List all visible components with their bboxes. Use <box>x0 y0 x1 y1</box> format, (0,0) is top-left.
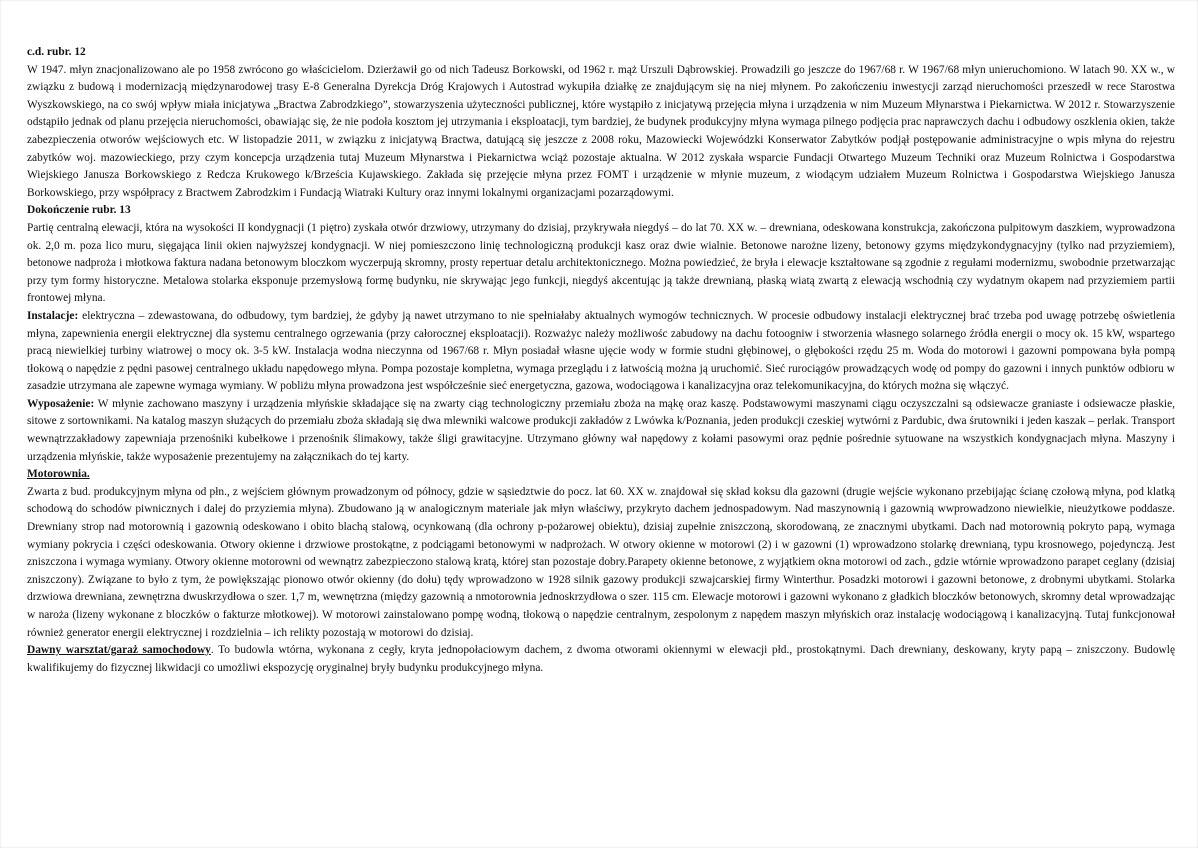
text-warsztat: . To budowla wtórna, wykonana z cegły, kryta jednopołaciowym dachem, z dwoma otworami okiennymi w elewacji płd., prostokątnymi. Dach drewniany, deskowany, kryty papą – zniszczony. Budowlę kwalifikujemy do fizycznej likwidacji co umożliwi ekspozycję oryginalnej bryły budynku produkcyjnego młyna. <box>27 644 1175 674</box>
paragraph-wyposazenie <box>27 396 1175 466</box>
label-warsztat: Dawny warsztat/garaż samochodowy <box>27 644 211 657</box>
section-heading-motorownia: Motorownia. <box>27 468 90 481</box>
label-instalacje: Instalacje: <box>27 309 79 322</box>
section-heading-rubr-12: c.d. rubr. 12 <box>27 46 86 58</box>
paragraph-motorownia: Zwarta z bud. produkcyjnym młyna od płn., z wejściem głównym prowadzonym od północy, gdzie w sąsiedztwie do pocz. lat 60. XX w. znajdował się skład koksu dla gazowni (drugie wejście wykonano przebijając ścianę czołową młyna, pod klatką schodową do schodów piwnicznych i dalej do przyziemia młyna). Zbudowano ją w analogicznym materiale jak młyn właściwy, przykryto dachem jednospadowym. Nad maszynownią i gazownią wwprowadzono niewielkie, nieużytkowe poddasze. Drewniany strop nad motorownią i gazownią odeskowano i obito blachą stalową, ocynkowaną (dla ochrony p-pożarowej obiektu), dzisiaj zupełnie zniszczoną, skorodowaną, ze znacznymi ubytkami. Dach nad motorownią pokryto papą, wymaga wymiany pokrycia i części odeskowania. Otwory okienne i drzwiowe prostokątne, z podciągami betonowymi w nadprożach. W otwory okienne w motorowi (2) i w gazowni (1) wprowadzono stolarkę drewnianą, typu krosnowego, pojedynczą. Jest zniszczona i wymaga wymiany. Otwory okienne motorowni od wewnątrz zabezpieczono stalową kratą, której stan pozostaje dobry.Parapety okienne betonowe, z wyjątkiem okna motorowi od zach., gdzie wtórnie wprowadzono parapet ceglany (dzisiaj zniszczony). Związane to było z tym, że powiększając pionowo otwór okienny (do dołu) tędy wprowadzono w 1928 silnik gazowy produkcji szwajcarskiej firmy Winterthur. Posadzki motorowi i gazowni betonowe, z drobnymi ubytkami. Stolarka drzwiowa drewniana, zewnętrzna dwuskrzydłowa o szer. 1,7 m, wewnętrzna (między gazownią a nmotorownia jednoskrzydłowa o szer. 115 cm. Elewacje motorowi i gazowni wykonano z gładkich bloczków betonowych, skromny detal wprowadzając w naroża (lizeny wykonane z bloczków o fakturze młotkowej). W motorowi zainstalowano pompę wodną, tłokową o napędzie centralnym, zespolonym z napędem maszyn młyńskich oraz instalację wodociągową i kanalizacyjną. Tutaj funkcjonował również generator energii elektrycznej i rozdzielnia – ich relikty pozostają w motorowi do dzisiaj. <box>27 485 1175 639</box>
label-wyposazenie: Wyposażenie: <box>27 397 95 410</box>
paragraph-warsztat <box>27 642 1175 677</box>
paragraph-rubr-12: W 1947. młyn znacjonalizowano ale po 1958 zwrócono go właścicielom. Dzierżawił go od nich Tadeusz Borkowski, od 1962 r. mąż Urszuli Dąbrowskiej. Prowadzili go jeszcze do 1967/68 r. W 1967/68 młyn unieruchomiono. W latach 90. XX w., w związku z budową i modernizacją międzynarodowej trasy E-8 Generalna Dyrekcja Dróg Krajowych i Autostrad wykupiła działkę ze znajdującym się na niej młynem. Po zakończeniu inwestycji zarząd nieruchomości przeszedł w rece Starostwa Wyszkowskiego, na co swój wpływ miała inicjatywa „Bractwa Zabrodzkiego”, stowarzyszenia użyteczności publicznej, które wystąpiło z inicjatywą przejęcia młyna i urządzenia w nim Muzeum Młynarstwa i Piekarnictwa. W 2012 r. Stowarzyszenie odstąpiło jednak od planu przejęcia nieruchomości, obawiając się, że nie podoła kosztom jej utrzymania i eksploatacji, tym bardziej, że budynek produkcyjny młyna wymaga pilnego podjęcia prac naprawczych dachu i odbudowy oszklenia okien, także zabezpieczenia otworów wejściowych etc. W listopadzie 2011, w związku z inicjatywą Bractwa, datującą się jeszcze z 2008 roku, Mazowiecki Wojewódzki Konserwator Zabytków podjął postępowanie administracyjne o wpis młyna do rejestru zabytków woj. mazowieckiego, przy czym koncepcja urządzenia tutaj Muzeum Młynarstwa i Piekarnictwa wciąż pozostaje aktualna. W 2012 zyskała wsparcie Fundacji Otwartego Muzeum Techniki oraz Muzeum Rolnictwa i Gospodarstwa Wiejskiego Janusza Borkowskiego z Redcza Krukowego k/Brześcia Kujawskiego. Zakłada się przejęcie młyna przez FOMT i urządzenie w młynie muzeum, z wiodącym udziałem Muzeum Rolnictwa i Gospodarstwa Wiejskiego Janusza Borkowskiego, przy współpracy z Bractwem Zabrodzkim i Fundacją Wiatraki Kultury oraz innymi lokalnymi organizacjami pozarządowymi. <box>27 63 1175 199</box>
section-heading-rubr-13: Dokończenie rubr. 13 <box>27 204 131 217</box>
document-page <box>27 44 1175 677</box>
text-wyposazenie: W młynie zachowano maszyny i urządzenia młyńskie składające się na zwarty ciąg technologiczny przemiału zboża na mąkę oraz kaszę. Podstawowymi maszynami ciągu oczyszczalni są odsiewacze graniaste i odsiewacze płaskie, sitowe z sortownikami. Na katalog maszyn służących do przemiału zboża składają się dwa mlewniki walcowe produkcji zakładów z Lwówka k/Poznania, jeden produkcji czeskiej wytwórni z Pardubic, dwa śrutowniki i jeden kaszak – perlak. Transport wewnątrzzakładowy zapewniaja przenośniki kubełkowe i przenośnik ślimakowy, także śligi grawitacyjne. Utrzymano główny wał napędowy z kołami pasowymi oraz pędnie pośrednie sytuowane na wszystkich kondygnacjach młyna. Maszyny i urządzenia młyńskie, także wyposażenie prezentujemy na załącznikach do tej karty. <box>27 397 1175 463</box>
paragraph-rubr-13: Partię centralną elewacji, która na wysokości II kondygnacji (1 piętro) zyskała otwór drzwiowy, utrzymany do dzisiaj, przykrywała niegdyś – do lat 70. XX w. – drewniana, odeskowana konstrukcja, zakończona pulpitowym daszkiem, wyprowadzona ok. 2,0 m. poza lico muru, sięgająca linii okien najwyższej kondygnacji. W niej pomieszczono linię technologiczną produkcji kasz oraz dwie wialnie. Betonowe narożne lizeny, betonowy gzyms międzykondygnacyjny (tylko nad przyziemiem), betonowe nadproża i młotkowa faktura nadana betonowym bloczkom wyczerpują skromny, prosty repertuar detalu architektonicznego. Można powiedzieć, że bryła i elewacje kształtowane są zgodnie z regułami modernizmu, swobodnie przetwarzając przy tym formy historyczne. Metalowa stolarka eksponuje przemysłową formę budynku, nie skrywając jego funkcji, niegdyś akcentując ją także drewnianą, płaską wiatą zwartą z elewacją wschodnią czy wydatnym okapem nad przyziemiem partii frontowej młyna. <box>27 221 1175 305</box>
paragraph-instalacje <box>27 308 1175 396</box>
text-instalacje: elektryczna – zdewastowana, do odbudowy, tym bardziej, że gdyby ją nawet utrzymano to nie spełniałaby aktualnych wymogów technicznych. W procesie odbudowy instalacji elektrycznej brać trzeba pod uwagę potrzebę oświetlenia młyna, zapewnienia energii elektrycznej dla systemu centralnego ogrzewania (przy całorocznej eksploatacji). Rozważyc należy możliwośc zabudowy na dachu fotoogniw i stworzenia własnego solarnego źródła energii o mocy ok. 15 kW, wspartego pracą niewielkiej turbiny wiatrowej o mocy ok. 3-5 kW. Instalacja wodna nieczynna od 1967/68 r. Młyn posiadał własne ujęcie wody w formie studni głębinowej, o głębokości rzędu 25 m. Woda do motorowi i gazowni pompowana była pompą tłokową o napędzie z pędni pasowej centralnego układu napędowego młyna. Pompa pozostaje kompletna, wymaga przeglądu i z łatwością można ją uruchomić. Sieć rurociągów prowadzących wodę od pompy do gazowni i innych punktów odbioru w zasadzie utrzymana ale zapewne wymaga wymiany. W pobliżu młyna prowadzona jest współcześnie sieć energetyczna, gazowa, wodociągowa i kanalizacyjna oraz telekomunikacyjna, do których można się włączyć. <box>27 309 1175 393</box>
